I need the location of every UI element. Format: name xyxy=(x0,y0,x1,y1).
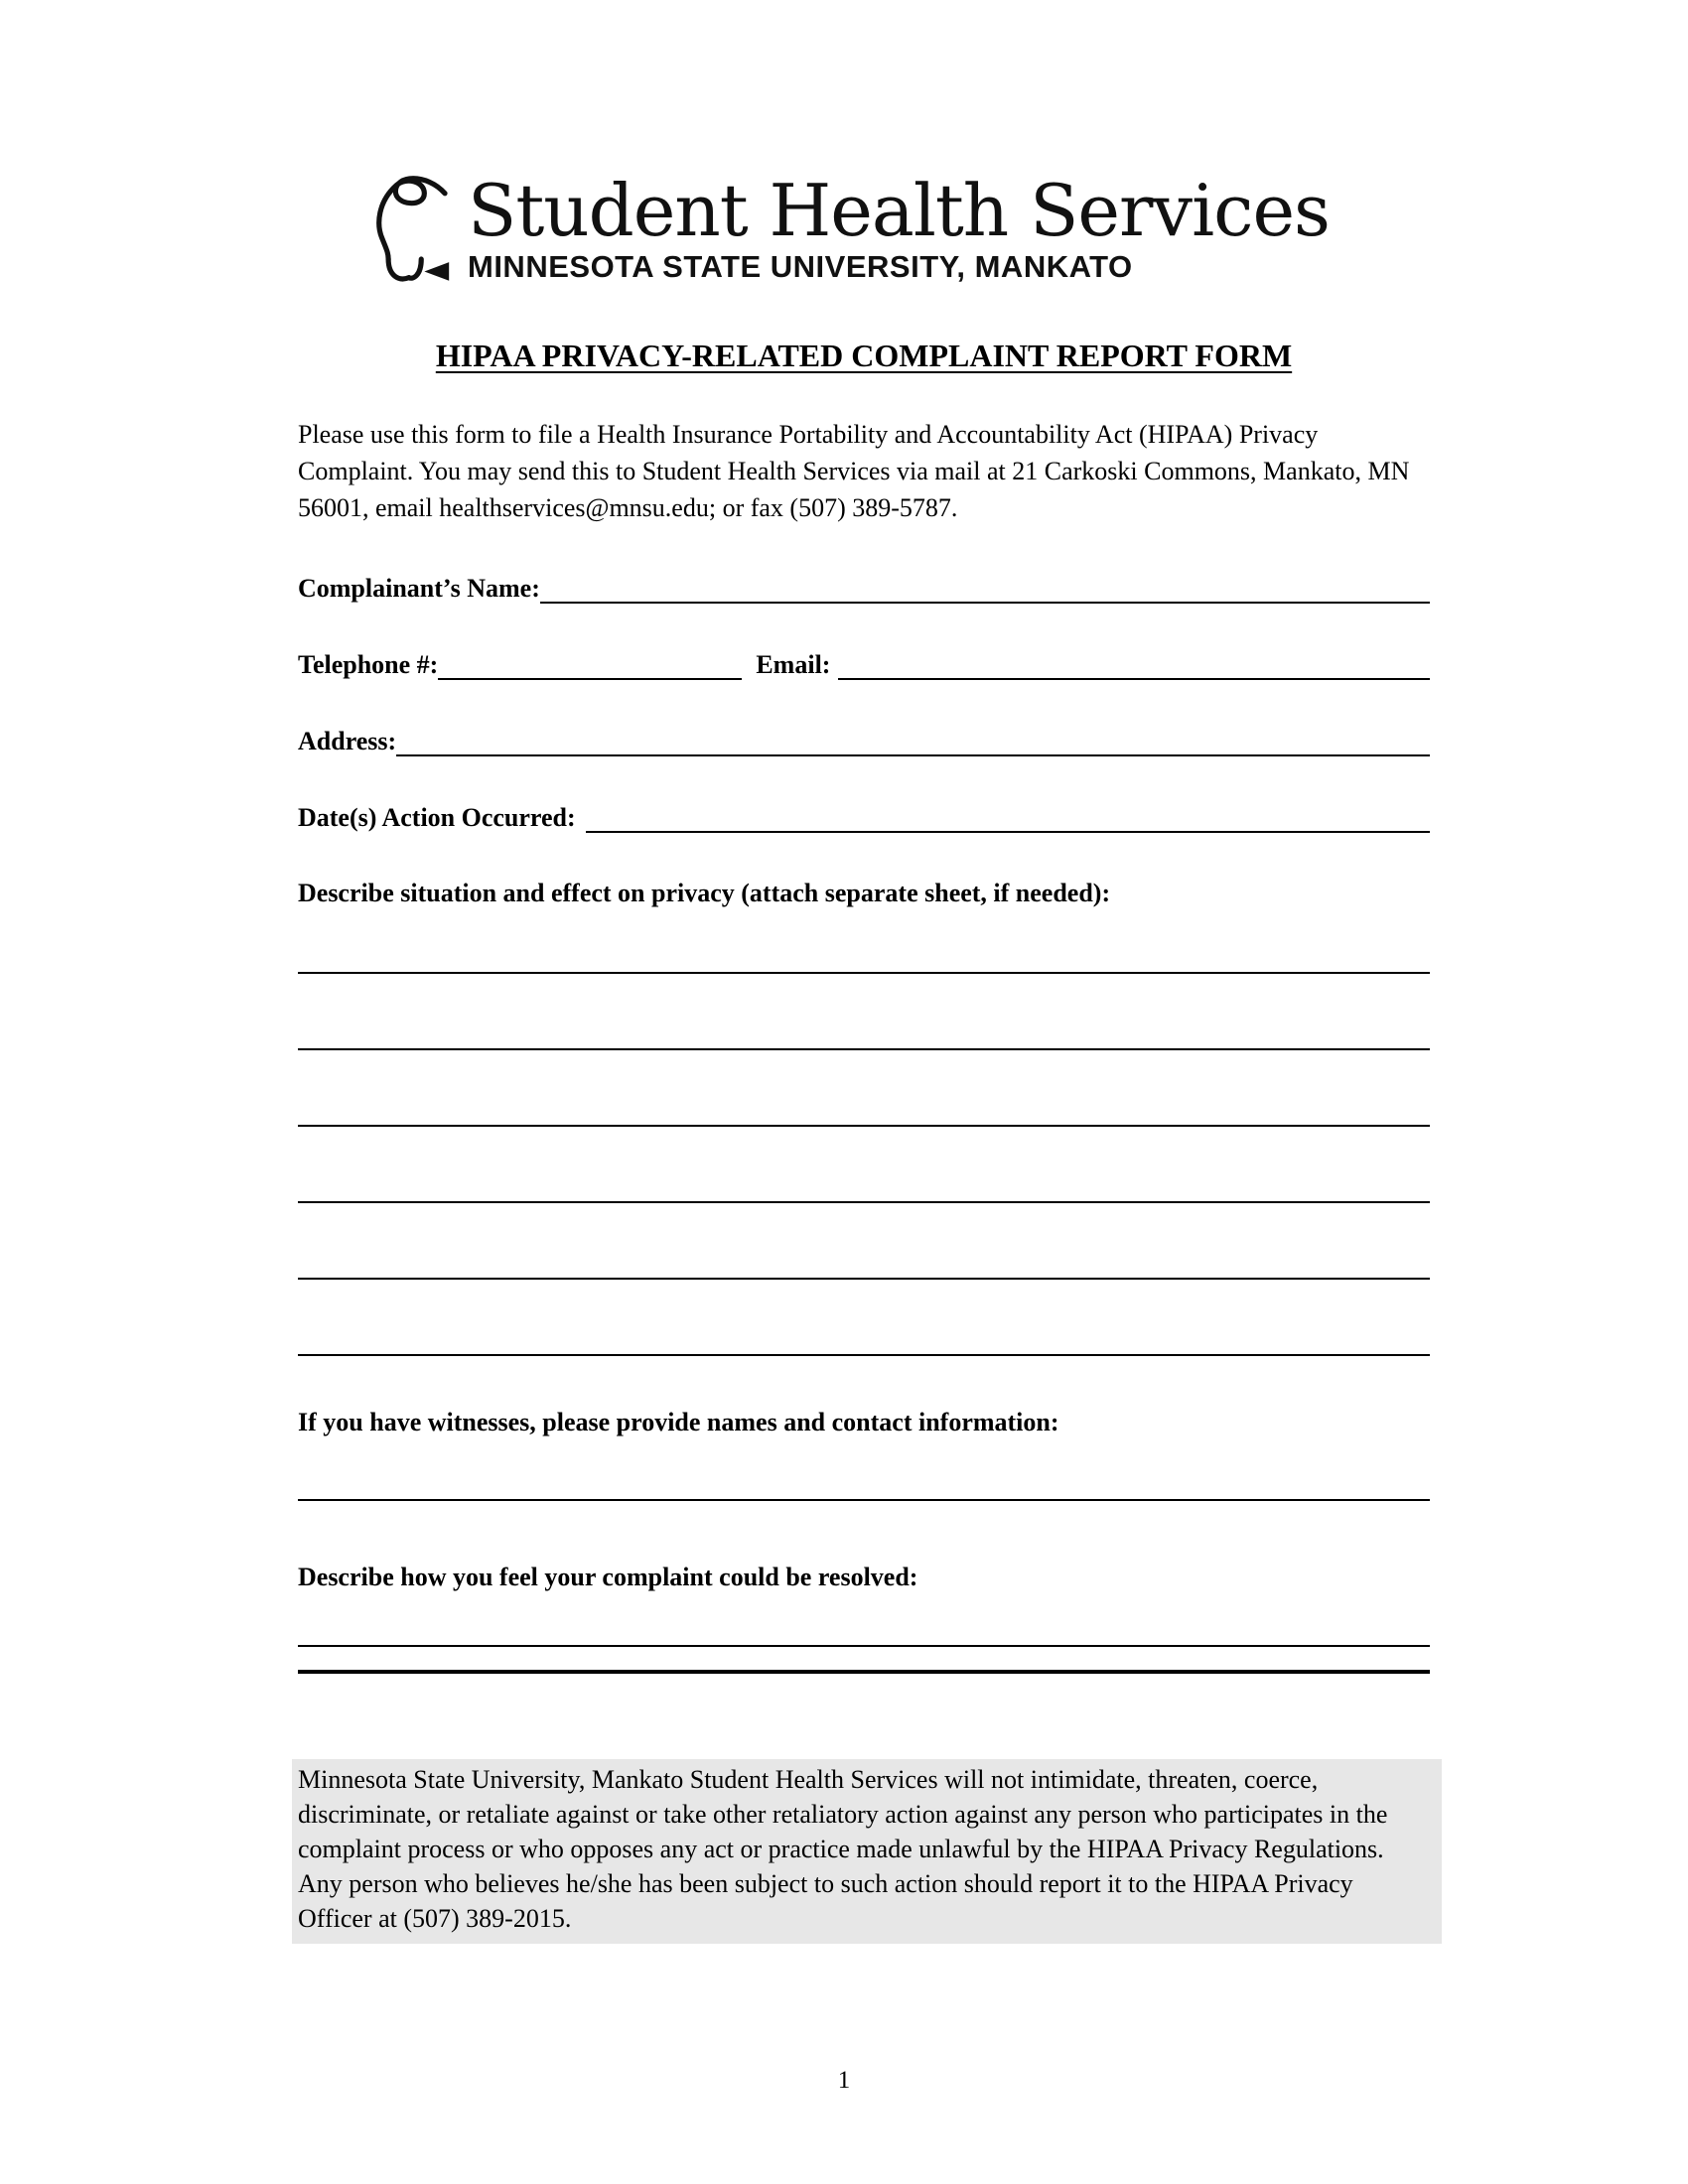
email-label: Email: xyxy=(756,650,831,679)
answer-line xyxy=(298,1048,1430,1050)
resolution-line xyxy=(298,1645,1430,1647)
section-divider xyxy=(298,1670,1430,1674)
witnesses-line xyxy=(298,1499,1430,1501)
complainant-name-label: Complainant’s Name: xyxy=(298,574,540,603)
stethoscope-icon xyxy=(362,171,466,288)
logo-subtitle: MINNESOTA STATE UNIVERSITY, MANKATO xyxy=(468,249,1133,284)
page-number: 1 xyxy=(837,2067,851,2094)
address-label: Address: xyxy=(298,727,397,755)
logo-text xyxy=(468,171,1330,284)
resolution-label: Describe how you feel your complaint could be resolved: xyxy=(298,1563,918,1591)
dates-occurred-field xyxy=(298,801,1430,835)
answer-line xyxy=(298,1354,1430,1356)
document-content xyxy=(298,0,1430,1944)
answer-line xyxy=(298,1278,1430,1280)
telephone-line xyxy=(438,650,742,680)
complainant-name-line xyxy=(540,574,1430,604)
student-health-services-logo xyxy=(362,171,1330,288)
describe-situation-label: Describe situation and effect on privacy (attach separate sheet, if needed): xyxy=(298,879,1111,907)
answer-line xyxy=(298,1125,1430,1127)
telephone-email-field xyxy=(298,648,1430,682)
answer-line xyxy=(298,1201,1430,1203)
form-instructions: Please use this form to file a Health Insurance Portability and Accountability Act (HIPAA) Privacy Complaint. You may send this to Student Health Services via mail at 21 Carkoski Commons, Mankato, MN 56001, email healthservices@mnsu.edu; or fax (507) 389-5787. xyxy=(298,420,1410,522)
logo-title: Student Health Services xyxy=(468,169,1330,252)
dates-occurred-label: Date(s) Action Occurred: xyxy=(298,803,576,832)
address-field xyxy=(298,725,1430,758)
address-line xyxy=(396,727,1430,756)
email-line xyxy=(838,650,1430,680)
page-title: HIPAA PRIVACY-RELATED COMPLAINT REPORT FORM xyxy=(435,338,1293,373)
witnesses-label: If you have witnesses, please provide names and contact information: xyxy=(298,1408,1059,1436)
dates-occurred-line xyxy=(586,803,1430,833)
telephone-label: Telephone #: xyxy=(298,650,439,679)
retaliation-notice: Minnesota State University, Mankato Student Health Services will not intimidate, threaten, coerce, discriminate, or retaliate against or take other retaliatory action against any person who participates in the complaint process or who opposes any act or practice made unlawful by the HIPAA Privacy Regulations. Any person who believes he/she has been subject to such action should report it to the HIPAA Privacy Officer at (507) 389-2015. xyxy=(292,1759,1442,1944)
complainant-name-field xyxy=(298,572,1430,606)
answer-line xyxy=(298,972,1430,974)
logo-wrapper xyxy=(298,171,1430,288)
